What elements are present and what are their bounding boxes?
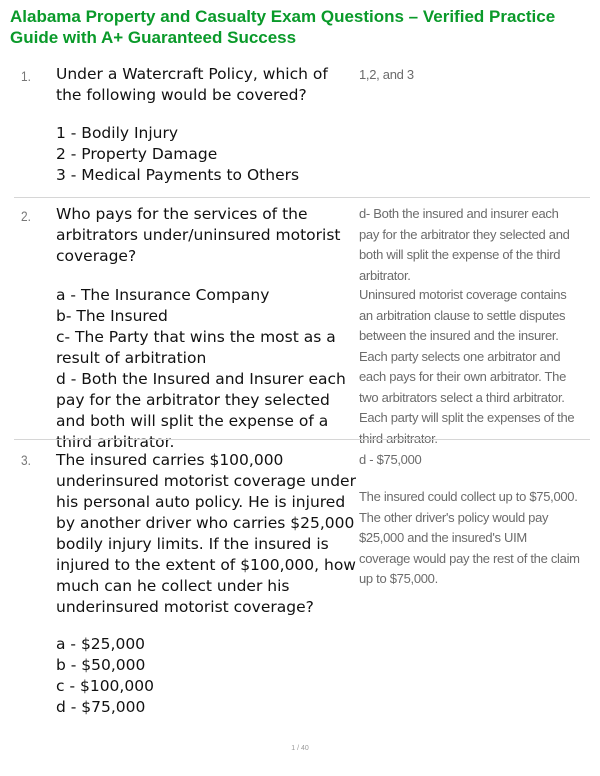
question-text: The insured carries $100,000 underinsured motorist coverage under his personal auto policy. He is injured by another driver who carries $25,000 bodily injury limits. If the insured is injured to the extent of $100,000, how much can he collect under his underinsured motorist coverage? bbox=[56, 451, 356, 616]
option: a - The Insurance Company bbox=[56, 286, 270, 304]
question-number: 1. bbox=[21, 68, 31, 84]
explanation-text: The insured could collect up to $75,000. The other driver's policy would pay $25,000 and the insured's UIM coverage would pay the rest of the claim up to $75,000. bbox=[359, 489, 580, 586]
option: 2 - Property Damage bbox=[56, 145, 218, 163]
options-list bbox=[56, 123, 356, 186]
page-number: 1 / 40 bbox=[291, 745, 309, 752]
options-list bbox=[56, 634, 356, 718]
option: c- The Party that wins the most as a result of arbitration bbox=[56, 328, 336, 367]
option: b- The Insured bbox=[56, 307, 168, 325]
question-number: 2. bbox=[21, 208, 31, 224]
page-title: Alabama Property and Casualty Exam Questions – Verified Practice Guide with A+ Guaranteed Success bbox=[10, 7, 556, 47]
answer-text: d- Both the insured and insurer each pay for the arbitrator they selected and both will split the expense of the third arbitrator. bbox=[359, 206, 570, 283]
option: 3 - Medical Payments to Others bbox=[56, 166, 300, 184]
option: 1 - Bodily Injury bbox=[56, 124, 179, 142]
question-text: Who pays for the services of the arbitrators under/uninsured motorist coverage? bbox=[56, 205, 341, 265]
option: d - Both the Insured and Insurer each pay for the arbitrator they selected and both will split the expense of a third arbitrator. bbox=[56, 370, 346, 451]
option: b - $50,000 bbox=[56, 656, 146, 674]
option: d - $75,000 bbox=[56, 698, 146, 716]
option: c - $100,000 bbox=[56, 677, 154, 695]
options-list bbox=[56, 285, 356, 453]
divider bbox=[14, 197, 590, 198]
answer-text: d - $75,000 bbox=[359, 452, 422, 467]
question-number: 3. bbox=[21, 452, 31, 468]
answer-text: 1,2, and 3 bbox=[359, 67, 414, 82]
option: a - $25,000 bbox=[56, 635, 146, 653]
explanation-text: Uninsured motorist coverage contains an arbitration clause to settle disputes between the insured and the insurer. Each party selects one arbitrator and each pays for their own arbitrator. The two arbitrators select a third arbitrator. Each party will split the expenses of the third arbitrator. bbox=[359, 287, 575, 446]
divider bbox=[14, 439, 590, 440]
question-text: Under a Watercraft Policy, which of the following would be covered? bbox=[56, 65, 328, 104]
